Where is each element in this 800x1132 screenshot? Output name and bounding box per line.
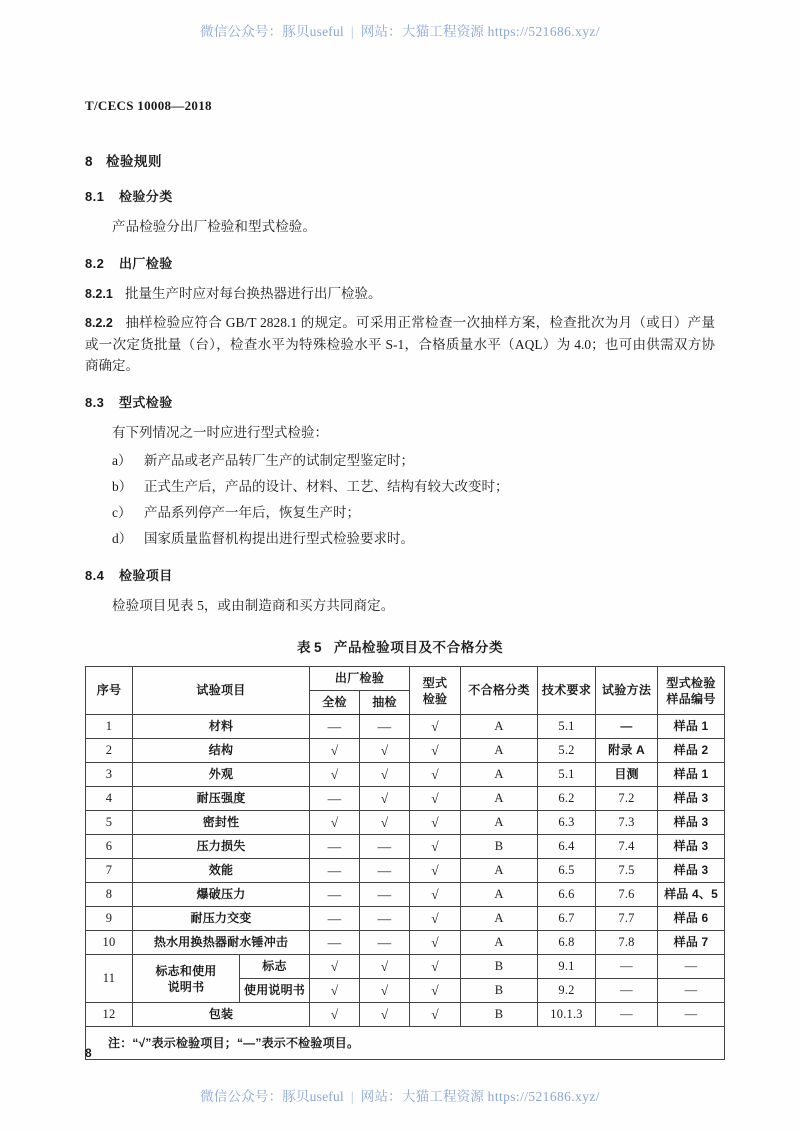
th-defect-class: 不合格分类 (461, 667, 538, 715)
cell-full-check: √ (310, 811, 360, 835)
cell-tech-req: 6.2 (538, 787, 596, 811)
paragraph-text-8-2-1: 批量生产时应对每台换热器进行出厂检验。 (125, 285, 382, 301)
cell-specimen: 样品 4、5 (658, 883, 725, 907)
cell-item (133, 955, 240, 1003)
cell-item: 热水用换热器耐水锤冲击 (133, 931, 310, 955)
cell-type-test: √ (410, 739, 461, 763)
list-marker-d: d） (112, 530, 133, 546)
watermark-site-label: 网站： (360, 24, 402, 39)
th-type-test (410, 667, 461, 715)
cell-seq: 10 (86, 931, 133, 955)
table-caption-number: 5 (314, 640, 323, 656)
cell-seq: 2 (86, 739, 133, 763)
th-sample-check: 抽检 (360, 691, 410, 715)
cell-item: 材料 (133, 715, 310, 739)
cell-tech-req: 5.1 (538, 715, 596, 739)
watermark-site-value: 大猫工程资源 (401, 24, 485, 39)
list-text-a: 新产品或老产品转厂生产的试制定型鉴定时； (144, 453, 414, 469)
cell-full-check: — (310, 907, 360, 931)
cell-subitem: 标志 (240, 955, 310, 979)
cell-test-method: — (596, 1003, 658, 1027)
list-marker-b: b） (112, 479, 133, 495)
cell-tech-req: 6.7 (538, 907, 596, 931)
cell-subitem: 使用说明书 (240, 979, 310, 1003)
paragraph-8-2-2 (85, 312, 715, 378)
section-number-8-1: 8.1 (85, 189, 105, 204)
section-number-8-2: 8.2 (85, 255, 105, 271)
cell-defect-class: A (461, 763, 538, 787)
cell-test-method: 7.8 (596, 931, 658, 955)
cell-item: 压力损失 (133, 835, 310, 859)
cell-defect-class: B (461, 955, 538, 979)
cell-test-method: 7.4 (596, 835, 658, 859)
page-number: 8 (85, 1046, 92, 1060)
table-row (86, 763, 725, 787)
cell-sample-check: √ (360, 811, 410, 835)
watermark-wechat-label: 微信公众号： (200, 1089, 283, 1104)
table-row (86, 1003, 725, 1027)
table-row (86, 835, 725, 859)
section-number-8: 8 (85, 154, 94, 169)
cell-test-method: 附录 A (596, 739, 658, 763)
cell-test-method: 7.5 (596, 859, 658, 883)
section-heading-8-1 (85, 186, 715, 205)
list-item (85, 476, 715, 498)
inspection-items-table (85, 666, 725, 1060)
cell-defect-class: A (461, 931, 538, 955)
cell-tech-req: 9.1 (538, 955, 596, 979)
cell-item: 外观 (133, 763, 310, 787)
watermark-bottom (0, 1085, 800, 1105)
cell-specimen: 样品 3 (658, 787, 725, 811)
paragraph-8-2-1 (85, 283, 715, 305)
th-type-sample-line1: 型式检验 (666, 675, 716, 690)
cell-defect-class: B (461, 1003, 538, 1027)
running-head: T/CECS 10008—2018 (85, 98, 212, 113)
section-title-8: 检验规则 (106, 154, 162, 169)
cell-seq: 4 (86, 787, 133, 811)
watermark-url: https://521686.xyz/ (487, 24, 600, 39)
cell-sample-check: √ (360, 955, 410, 979)
cell-test-method: — (596, 979, 658, 1003)
section-title-8-4: 检验项目 (119, 567, 173, 583)
watermark-top (0, 20, 800, 40)
cell-type-test: √ (410, 931, 461, 955)
cell-defect-class: B (461, 979, 538, 1003)
cell-type-test: √ (410, 811, 461, 835)
cell-test-method: 目测 (596, 763, 658, 787)
cell-specimen: — (658, 1003, 725, 1027)
table-row (86, 739, 725, 763)
cell-tech-req: 10.1.3 (538, 1003, 596, 1027)
th-seq: 序号 (86, 667, 133, 715)
cell-seq: 12 (86, 1003, 133, 1027)
cell-sample-check: — (360, 859, 410, 883)
table-row (86, 715, 725, 739)
cell-specimen: 样品 3 (658, 859, 725, 883)
watermark-site-value: 大猫工程资源 (401, 1089, 485, 1104)
cell-type-test: √ (410, 859, 461, 883)
section-heading-8-3 (85, 392, 715, 411)
list-text-d: 国家质量监督机构提出进行型式检验要求时。 (144, 530, 414, 546)
th-test-method: 试验方法 (596, 667, 658, 715)
cell-sample-check: — (360, 883, 410, 907)
cell-item: 耐压力交变 (133, 907, 310, 931)
list-item (85, 502, 715, 524)
cell-specimen: 样品 1 (658, 715, 725, 739)
cell-tech-req: 6.4 (538, 835, 596, 859)
cell-specimen: — (658, 955, 725, 979)
cell-defect-class: A (461, 811, 538, 835)
cell-defect-class: A (461, 859, 538, 883)
list-marker-a: a） (112, 453, 132, 469)
cell-tech-req: 5.2 (538, 739, 596, 763)
table-row (86, 931, 725, 955)
cell-full-check: — (310, 715, 360, 739)
section-heading-8-4 (85, 565, 715, 584)
cell-specimen: 样品 2 (658, 739, 725, 763)
cell-sample-check: — (360, 835, 410, 859)
cell-full-check: — (310, 787, 360, 811)
cell-type-test: √ (410, 907, 461, 931)
cell-item: 密封性 (133, 811, 310, 835)
th-type-test-line2: 检验 (422, 691, 448, 706)
cell-full-check: — (310, 883, 360, 907)
list-text-b: 正式生产后，产品的设计、材料、工艺、结构有较大改变时； (144, 479, 509, 495)
list-intro-8-3: 有下列情况之一时应进行型式检验： (112, 425, 328, 441)
document-body (85, 150, 718, 1060)
section-number-8-3: 8.3 (85, 395, 105, 411)
cell-test-method: 7.6 (596, 883, 658, 907)
th-test-item: 试验项目 (133, 667, 310, 715)
paragraph-label-8-2-1: 8.2.1 (85, 286, 113, 301)
table-row (86, 883, 725, 907)
cell-full-check: √ (310, 955, 360, 979)
list-item (85, 450, 715, 472)
cell-full-check: √ (310, 763, 360, 787)
cell-item: 效能 (133, 859, 310, 883)
cell-seq: 1 (86, 715, 133, 739)
cell-specimen: — (658, 979, 725, 1003)
cell-type-test: √ (410, 715, 461, 739)
table-caption-prefix: 表 (296, 640, 312, 656)
cell-full-check: — (310, 859, 360, 883)
cell-sample-check: — (360, 907, 410, 931)
cell-item: 包装 (133, 1003, 310, 1027)
list-marker-c: c） (112, 504, 132, 520)
cell-sample-check: √ (360, 1003, 410, 1027)
cell-specimen: 样品 3 (658, 811, 725, 835)
cell-full-check: √ (310, 1003, 360, 1027)
section-heading-8-2 (85, 253, 715, 272)
cell-test-method: 7.7 (596, 907, 658, 931)
cell-test-method: 7.2 (596, 787, 658, 811)
cell-tech-req: 6.3 (538, 811, 596, 835)
th-type-test-line1: 型式 (422, 675, 448, 690)
cell-sample-check: √ (360, 739, 410, 763)
table-row (86, 955, 725, 979)
cell-seq: 7 (86, 859, 133, 883)
cell-seq: 6 (86, 835, 133, 859)
cell-seq: 5 (86, 811, 133, 835)
cell-defect-class: A (461, 787, 538, 811)
cell-seq: 8 (86, 883, 133, 907)
cell-specimen: 样品 7 (658, 931, 725, 955)
cell-full-check: √ (310, 979, 360, 1003)
cell-full-check: — (310, 835, 360, 859)
cell-seq: 3 (86, 763, 133, 787)
cell-specimen: 样品 3 (658, 835, 725, 859)
table-caption-title: 产品检验项目及不合格分类 (333, 640, 504, 656)
cell-type-test: √ (410, 955, 461, 979)
table-note-row (86, 1027, 725, 1060)
cell-tech-req: 6.6 (538, 883, 596, 907)
watermark-wechat-label: 微信公众号： (200, 24, 283, 39)
table-row (86, 859, 725, 883)
watermark-wechat-value: 豚贝useful (282, 24, 344, 39)
cell-test-method: 7.3 (596, 811, 658, 835)
cell-defect-class: A (461, 907, 538, 931)
table-header-row-1 (86, 667, 725, 691)
cell-seq: 11 (86, 955, 133, 1003)
cell-type-test: √ (410, 787, 461, 811)
table-caption (85, 636, 715, 656)
th-type-sample-line2: 样品编号 (666, 691, 716, 706)
cell-tech-req: 9.2 (538, 979, 596, 1003)
cell-type-test: √ (410, 763, 461, 787)
paragraph-text-8-2-2: 抽样检验应符合 GB/T 2828.1 的规定。可采用正常检查一次抽样方案，检查批次为月（或日）产量或一次定货批量（台），检查水平为特殊检验水平 S-1，合格质量水平（AQL）为 4.0；也可由供需双方协商确定。 (85, 314, 715, 374)
cell-full-check: — (310, 931, 360, 955)
table-row (86, 811, 725, 835)
watermark-url: https://521686.xyz/ (487, 1089, 600, 1104)
paragraph-8-1-body: 产品检验分出厂检验和型式检验。 (112, 219, 316, 234)
section-heading-8 (85, 150, 715, 170)
cell-sample-check: — (360, 931, 410, 955)
section-title-8-1: 检验分类 (119, 189, 173, 204)
th-factory-inspection: 出厂检验 (310, 667, 410, 691)
cell-sample-check: √ (360, 763, 410, 787)
section-title-8-2: 出厂检验 (119, 255, 173, 271)
cell-type-test: √ (410, 835, 461, 859)
cell-type-test: √ (410, 979, 461, 1003)
table-note: 注：“√”表示检验项目；“—”表示不检验项目。 (86, 1027, 725, 1060)
section-number-8-4: 8.4 (85, 567, 105, 583)
watermark-separator: | (350, 24, 354, 39)
cell-test-method: — (596, 715, 658, 739)
cell-defect-class: A (461, 883, 538, 907)
cell-test-method: — (596, 955, 658, 979)
cell-specimen: 样品 1 (658, 763, 725, 787)
cell-item-line1: 标志和使用 (155, 963, 217, 978)
cell-defect-class: A (461, 739, 538, 763)
table-row (86, 907, 725, 931)
watermark-wechat-value: 豚贝useful (282, 1089, 344, 1104)
cell-sample-check: √ (360, 787, 410, 811)
cell-item-line2: 说明书 (167, 979, 205, 994)
cell-tech-req: 6.8 (538, 931, 596, 955)
cell-sample-check: — (360, 715, 410, 739)
cell-type-test: √ (410, 883, 461, 907)
cell-seq: 9 (86, 907, 133, 931)
th-type-sample-no (658, 667, 725, 715)
cell-item: 爆破压力 (133, 883, 310, 907)
list-item (85, 528, 715, 550)
paragraph-8-4-body: 检验项目见表 5，或由制造商和买方共同商定。 (112, 597, 395, 613)
cell-item: 结构 (133, 739, 310, 763)
cell-tech-req: 6.5 (538, 859, 596, 883)
watermark-site-label: 网站： (360, 1089, 402, 1104)
watermark-separator: | (350, 1089, 354, 1104)
th-full-check: 全检 (310, 691, 360, 715)
cell-defect-class: A (461, 715, 538, 739)
cell-defect-class: B (461, 835, 538, 859)
cell-tech-req: 5.1 (538, 763, 596, 787)
section-title-8-3: 型式检验 (119, 395, 173, 411)
cell-item: 耐压强度 (133, 787, 310, 811)
cell-type-test: √ (410, 1003, 461, 1027)
table-row (86, 787, 725, 811)
list-text-c: 产品系列停产一年后，恢复生产时； (144, 504, 360, 520)
cell-sample-check: √ (360, 979, 410, 1003)
cell-specimen: 样品 6 (658, 907, 725, 931)
paragraph-label-8-2-2: 8.2.2 (85, 315, 113, 330)
th-tech-requirement: 技术要求 (538, 667, 596, 715)
cell-full-check: √ (310, 739, 360, 763)
